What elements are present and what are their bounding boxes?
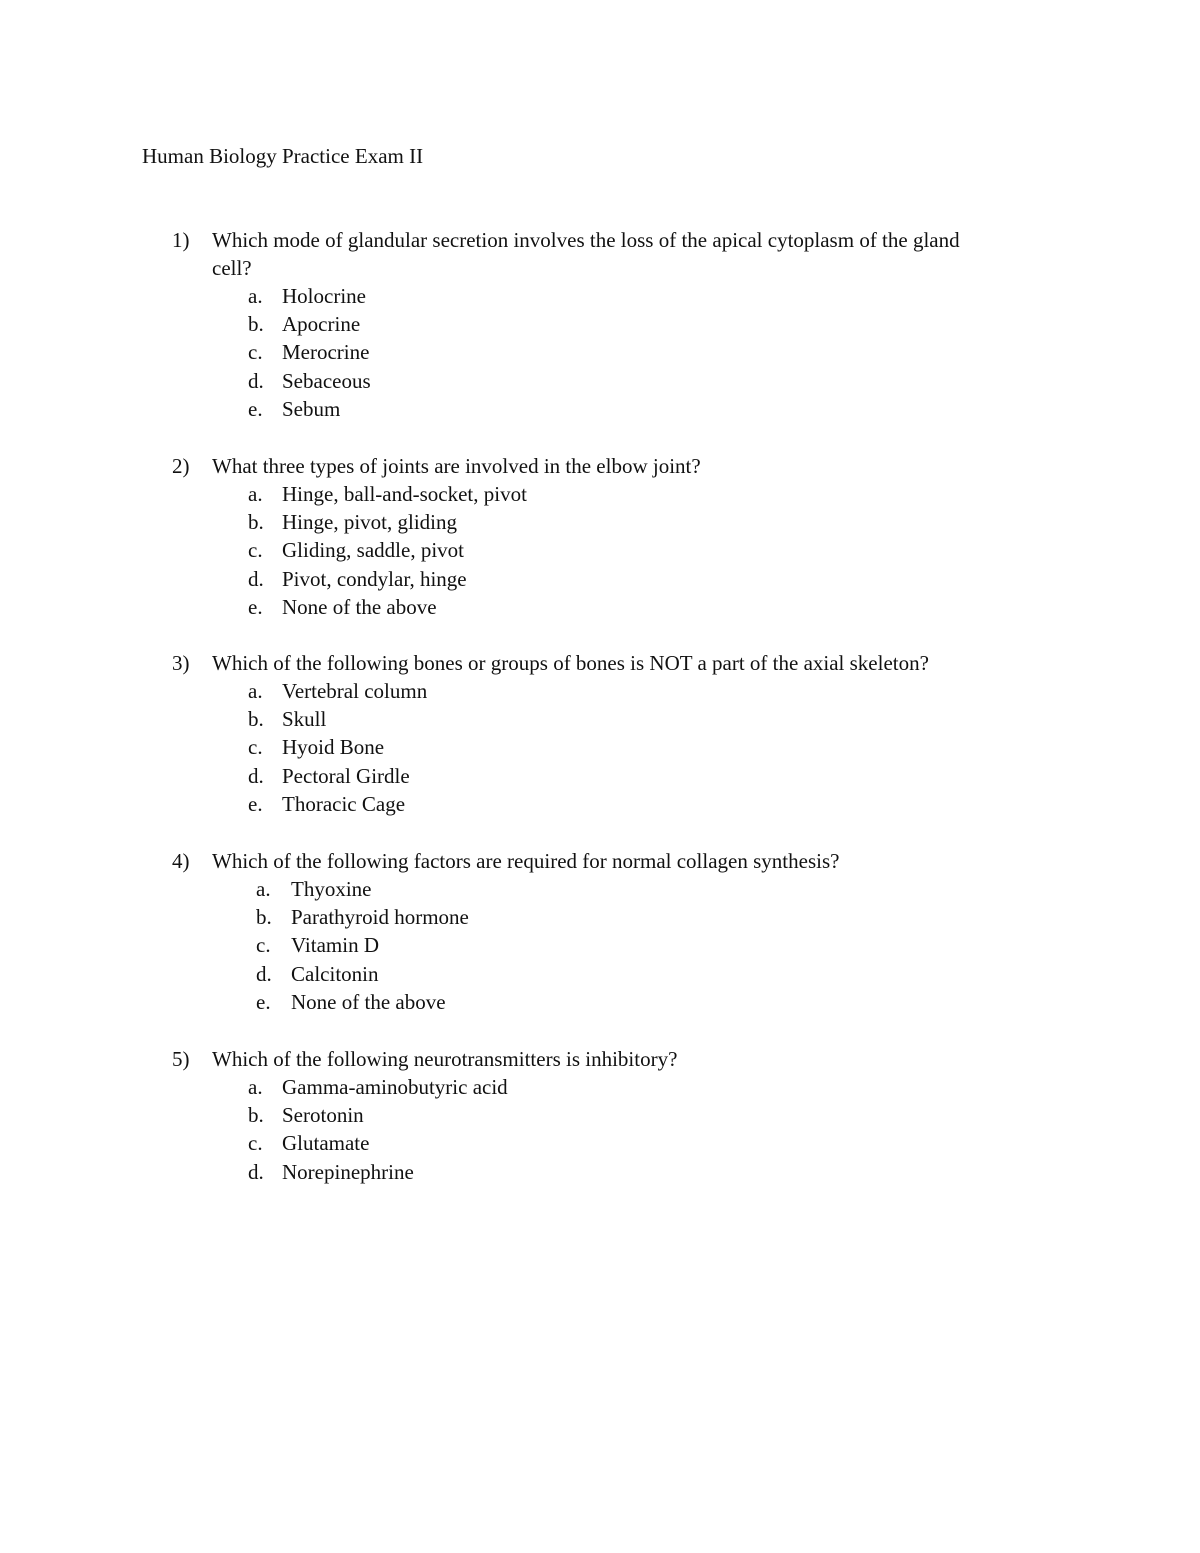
option-letter: c.: [256, 933, 271, 958]
question-number: 1): [172, 228, 190, 252]
question-4: [172, 847, 1072, 1016]
answer-option-d: [172, 565, 1072, 593]
option-text: Hinge, ball-and-socket, pivot: [282, 482, 527, 506]
question-5: [172, 1045, 1072, 1186]
option-text: Calcitonin: [291, 961, 379, 986]
answer-option-e: [172, 395, 1072, 423]
question-3: [172, 649, 1072, 818]
answer-option-b: [172, 508, 1072, 536]
option-text: Parathyroid hormone: [291, 905, 469, 930]
option-text: Skull: [282, 707, 327, 732]
option-text: Holocrine: [282, 284, 366, 308]
question-line: [172, 847, 1072, 875]
question-number: 4): [172, 849, 190, 873]
answer-option-d: [172, 1158, 1072, 1186]
question-number: 3): [172, 651, 190, 675]
option-text: Apocrine: [282, 312, 361, 337]
question-line: [172, 649, 1072, 677]
option-letter: c.: [248, 340, 263, 365]
answer-option-c: [172, 1129, 1072, 1157]
option-text: Serotonin: [282, 1103, 364, 1128]
option-letter: d.: [256, 961, 272, 986]
option-letter: d.: [248, 1159, 264, 1184]
option-letter: a.: [248, 482, 263, 506]
option-text: Thyoxine: [291, 877, 372, 901]
option-text: None of the above: [291, 989, 446, 1014]
option-text: Vertebral column: [282, 679, 428, 703]
answer-option-c: [172, 733, 1072, 761]
question-line: [172, 452, 1072, 480]
question-line: [172, 226, 1072, 254]
question-text: Which of the following bones or groups of bones is NOT a part of the axial skeleton?: [212, 651, 929, 675]
answer-option-a: [172, 875, 1072, 903]
answer-option-b: [172, 903, 1072, 931]
answer-option-a: [172, 1073, 1072, 1101]
page-title: Human Biology Practice Exam II: [142, 144, 424, 168]
answer-option-e: [172, 790, 1072, 818]
question-text: What three types of joints are involved in the elbow joint?: [212, 454, 701, 478]
option-letter: a.: [248, 1075, 263, 1099]
question-number: 5): [172, 1047, 190, 1071]
option-letter: a.: [248, 679, 263, 703]
option-text: Gamma-aminobutyric acid: [282, 1075, 508, 1099]
option-letter: c.: [248, 538, 263, 563]
option-text: Hyoid Bone: [282, 735, 385, 760]
option-letter: b.: [248, 510, 264, 535]
answer-option-a: [172, 677, 1072, 705]
option-letter: e.: [256, 989, 271, 1014]
answer-option-c: [172, 338, 1072, 366]
option-letter: e.: [248, 791, 263, 816]
option-letter: c.: [248, 735, 263, 760]
option-text: Vitamin D: [291, 933, 379, 958]
option-letter: c.: [248, 1131, 263, 1156]
answer-option-a: [172, 480, 1072, 508]
option-text: Pectoral Girdle: [282, 763, 410, 788]
answer-option-c: [172, 536, 1072, 564]
question-text-continued: cell?: [212, 256, 252, 280]
option-letter: b.: [256, 905, 272, 930]
option-letter: a.: [248, 284, 263, 308]
answer-option-e: [172, 988, 1072, 1016]
question-text: Which of the following neurotransmitters is inhibitory?: [212, 1047, 678, 1071]
answer-option-c: [172, 931, 1072, 959]
question-number: 2): [172, 454, 190, 478]
question-text: Which of the following factors are required for normal collagen synthesis?: [212, 849, 840, 873]
answer-option-d: [172, 960, 1072, 988]
answer-option-b: [172, 310, 1072, 338]
question-2: [172, 452, 1072, 621]
option-text: Gliding, saddle, pivot: [282, 538, 464, 563]
option-text: Glutamate: [282, 1131, 370, 1156]
option-text: Pivot, condylar, hinge: [282, 566, 467, 591]
option-text: Sebaceous: [282, 368, 371, 393]
question-line: [172, 254, 1072, 282]
question-text: Which mode of glandular secretion involves the loss of the apical cytoplasm of the gland: [212, 228, 960, 252]
option-letter: b.: [248, 1103, 264, 1128]
option-text: Norepinephrine: [282, 1159, 414, 1184]
answer-option-d: [172, 367, 1072, 395]
answer-option-b: [172, 1101, 1072, 1129]
option-letter: b.: [248, 312, 264, 337]
question-line: [172, 1045, 1072, 1073]
option-letter: d.: [248, 368, 264, 393]
answer-option-a: [172, 282, 1072, 310]
answer-option-d: [172, 762, 1072, 790]
option-letter: d.: [248, 566, 264, 591]
option-text: Merocrine: [282, 340, 370, 365]
option-letter: e.: [248, 396, 263, 421]
option-text: None of the above: [282, 594, 437, 619]
option-letter: d.: [248, 763, 264, 788]
option-letter: b.: [248, 707, 264, 732]
option-text: Sebum: [282, 396, 341, 421]
question-1: [172, 226, 1072, 423]
answer-option-e: [172, 593, 1072, 621]
option-letter: e.: [248, 594, 263, 619]
option-letter: a.: [256, 877, 271, 901]
answer-option-b: [172, 705, 1072, 733]
option-text: Hinge, pivot, gliding: [282, 510, 457, 535]
option-text: Thoracic Cage: [282, 791, 406, 816]
